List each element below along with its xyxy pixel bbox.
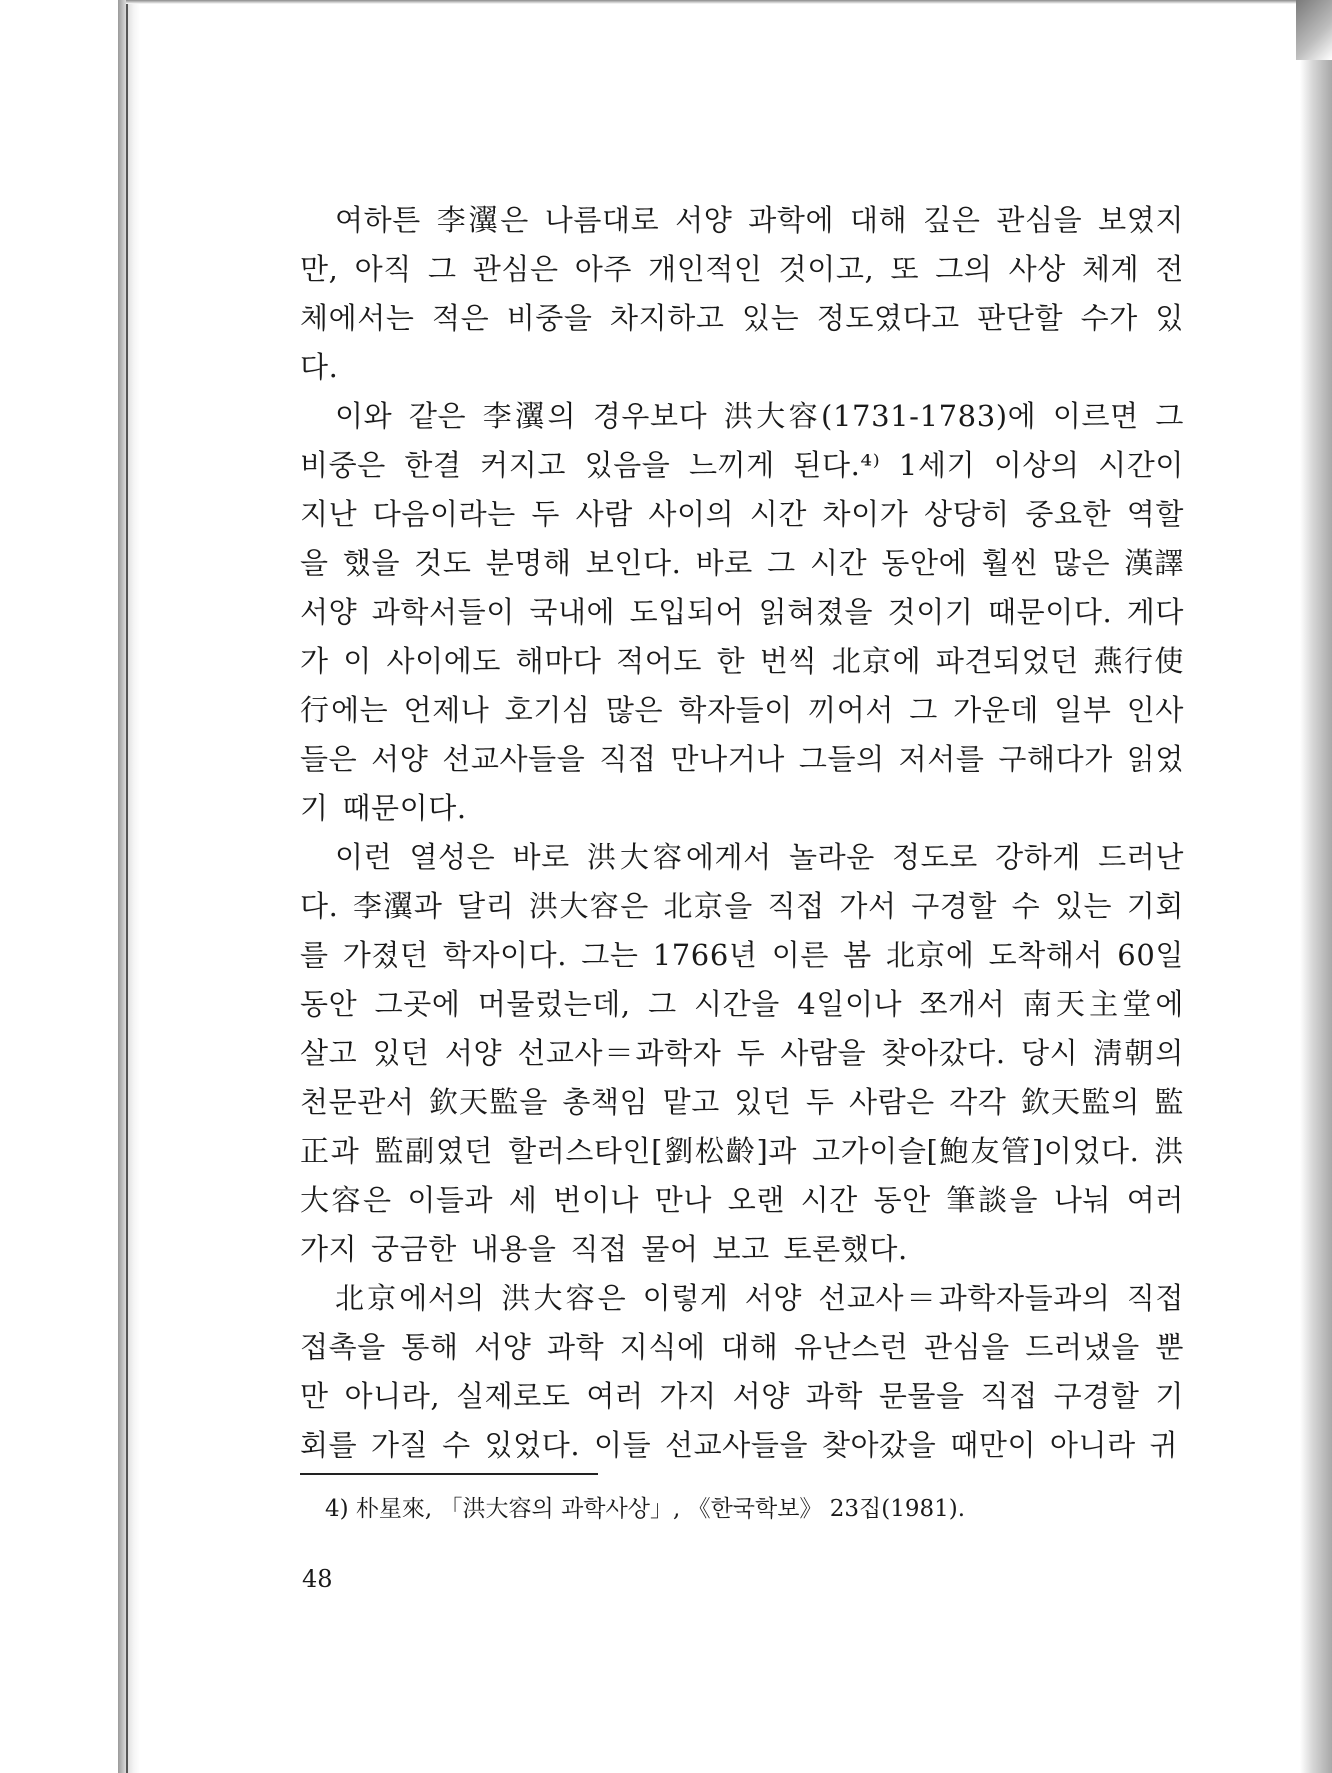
- paragraph-2: 이와 같은 李瀷의 경우보다 洪大容(1731-1783)에 이르면 그 비중은 한결 커지고 있음을 느끼게 된다.⁴⁾ 1세기 이상의 시간이 지난 다음이라는 두 사람 사이의 시간 차이가 상당히 중요한 역할을 했을 것도 분명해 보인다. 바로 그 시간 동안에 훨씬 많은 漢譯 서양 과학서들이 국내에 도입되어 읽혀졌을 것이기 때문이다. 게다가 이 사이에도 해마다 적어도 한 번씩 北京에 파견되었던 燕行使行에는 언제나 호기심 많은 학자들이 끼어서 그 가운데 일부 인사들은 서양 선교사들을 직접 만나거나 그들의 저서를 구해다가 읽었기 때문이다.: [300, 399, 1184, 825]
- page-right-shadow: [1300, 0, 1332, 1773]
- page-left-edge-line: [126, 0, 128, 1773]
- footnote-4: 4) 朴星來, 「洪大容의 과학사상」, 《한국학보》 23집(1981).: [325, 1496, 966, 1522]
- page-corner-shadow: [1296, 0, 1332, 60]
- page-number: 48: [302, 1565, 333, 1593]
- footnote-divider: [300, 1473, 598, 1475]
- page-left-binding-shadow: [118, 0, 140, 1773]
- paragraph-1: 여하튼 李瀷은 나름대로 서양 과학에 대해 깊은 관심을 보였지만, 아직 그 관심은 아주 개인적인 것이고, 또 그의 사상 체계 전체에서는 적은 비중을 차지하고 있는 정도였다고 판단할 수가 있다.: [300, 203, 1184, 384]
- page-top-edge: [126, 0, 1306, 4]
- paragraph-3: 이런 열성은 바로 洪大容에게서 놀라운 정도로 강하게 드러난다. 李瀷과 달리 洪大容은 北京을 직접 가서 구경할 수 있는 기회를 가졌던 학자이다. 그는 1766년 이른 봄 北京에 도착해서 60일 동안 그곳에 머물렀는데, 그 시간을 4일이나 쪼개서 南天主堂에 살고 있던 서양 선교사＝과학자 두 사람을 찾아갔다. 당시 淸朝의 천문관서 欽天監을 총책임 맡고 있던 두 사람은 각각 欽天監의 監正과 監副였던 할러스타인[劉松齡]과 고가이슬[鮑友管]이었다. 洪大容은 이들과 세 번이나 만나 오랜 시간 동안 筆談을 나눠 여러 가지 궁금한 내용을 직접 물어 보고 토론했다.: [300, 840, 1184, 1266]
- paragraph-4: 北京에서의 洪大容은 이렇게 서양 선교사＝과학자들과의 직접 접촉을 통해 서양 과학 지식에 대해 유난스런 관심을 드러냈을 뿐만 아니라, 실제로도 여러 가지 서양 과학 문물을 직접 구경할 기회를 가질 수 있었다. 이들 선교사들을 찾아갔을 때만이 아니라 귀: [300, 1281, 1184, 1462]
- body-text: [300, 196, 1184, 1470]
